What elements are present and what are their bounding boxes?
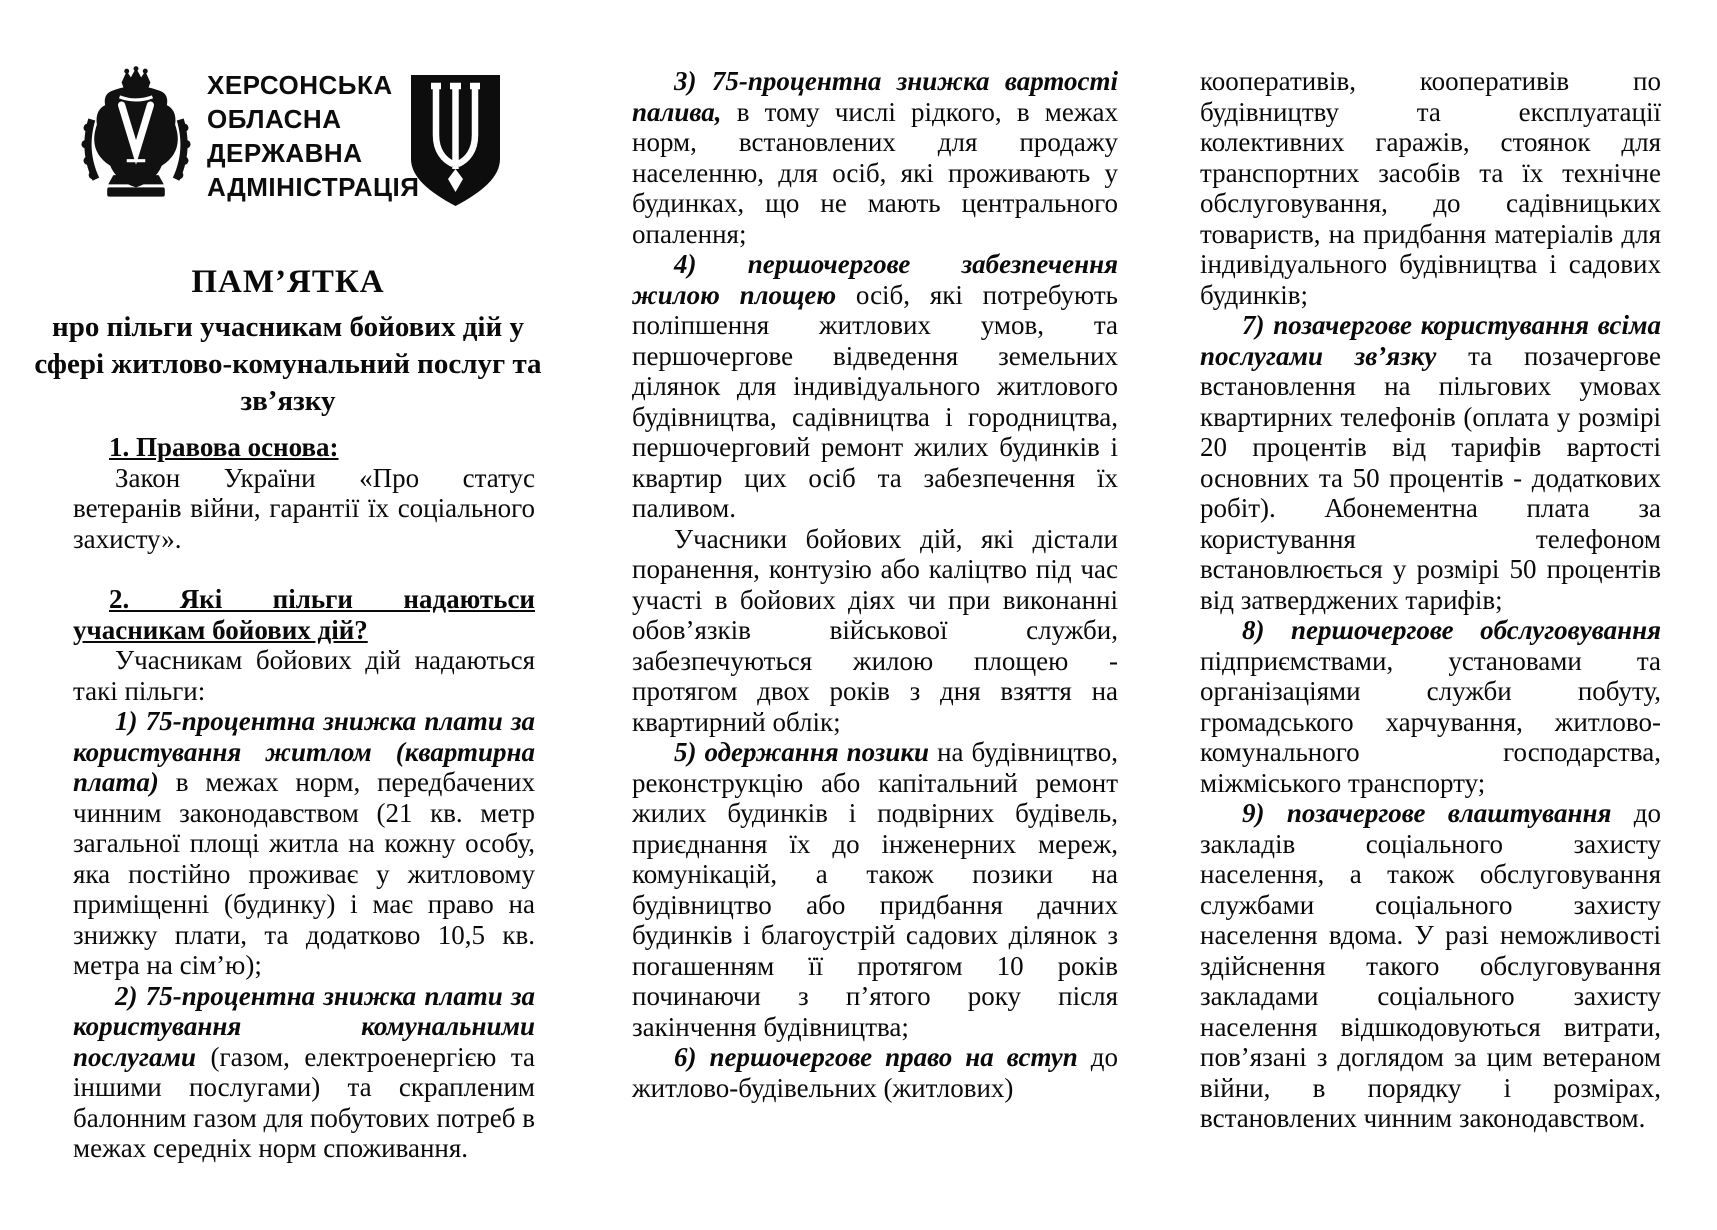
page-subtitle-line: зв’язку	[240, 385, 336, 417]
paragraph	[73, 463, 535, 555]
text-run: кооперативів, кооперативів по будівництву та експлуатації колективних гаражів, стоянок для транспортних засобів та їх технічне обслуговування, до садівницьких товариств, на придбання матеріалів для індивідуального будівництва і садових будинків;	[1200, 66, 1661, 310]
paragraph	[1200, 310, 1661, 615]
paragraph	[632, 737, 1118, 1042]
paragraph	[632, 66, 1118, 249]
paragraph	[1200, 66, 1661, 310]
text-run: 6) першочергове право на вступ	[674, 1042, 1078, 1072]
text-run: Учасникам бойових дій надаються такі пільги:	[73, 645, 535, 706]
text-column-2	[632, 66, 1118, 1103]
text-run: в тому числі рідкого, в межах норм, встановлених для продажу населенню, для осіб, які проживають у будинках, що не мають центрального опалення;	[632, 96, 1118, 249]
ukraine-trident-icon	[407, 72, 504, 210]
text-run: 2) 75-процентна знижка плати за користування комунальними послугами	[73, 980, 535, 1072]
text-run: 3) 75-процентна знижка вартості палива,	[632, 66, 1118, 127]
section-heading: 1. Правова основа:	[109, 432, 339, 462]
text-run: в межах норм, передбачених чинним законодавством (21 кв. метр загальної площі житла на кожну особу, яка постійно проживає у житловому приміщенні (будинку) і має право на знижку плати, та додатково 10,5 кв. метра на сім’ю);	[73, 767, 535, 980]
org-name-line: ХЕРСОНСЬКА	[207, 70, 393, 100]
paragraph	[73, 706, 535, 981]
paragraph	[73, 981, 535, 1164]
org-name-line: АДМІНІСТРАЦІЯ	[207, 172, 420, 202]
text-run: та позачергове встановлення на пільгових умовах квартирних телефонів (оплата у розмірі 20 процентів від тарифів вартості основних та 50 процентів - додаткових робіт). Абонементна плата за користування телефоном встановлюється у розмірі 50 процентів від затверджених тарифів;	[1200, 340, 1661, 615]
text-run: 7) позачергове користування всіма послугами зв’язку	[1200, 310, 1661, 371]
text-run: 5) одержання позики	[674, 737, 930, 767]
org-name-line: ДЕРЖАВНА	[207, 138, 363, 168]
paragraph	[73, 645, 535, 706]
text-run: на будівництво, реконструкцію або капітальний ремонт жилих будинків і подвірних будівель, приєднання їх до інженерних мереж, комунікацій, а також позики на будівництво або придбання дачних будинків і благоустрій садових ділянок з погашенням її протягом 10 років починаючи з п’ятого року після закінчення будівництва;	[632, 737, 1118, 1042]
text-run: Учасники бойових дій, які дістали поранення, контузію або каліцтво під час участі в бойових діях чи при виконанні обов’язків військової служби, забезпечуються жилою площею - протягом двох років з дня взяття на квартирний облік;	[632, 523, 1118, 737]
title-block	[30, 264, 546, 420]
paragraph	[632, 1042, 1118, 1103]
text-run: Закон України «Про статус ветеранів війни, гарантії їх соціального захисту».	[73, 462, 535, 554]
paragraph	[1200, 798, 1661, 1134]
text-run: до житлово-будівельних (житлових)	[632, 1042, 1118, 1103]
text-column-1	[73, 432, 535, 1164]
paragraph	[632, 524, 1118, 738]
paragraph	[1200, 615, 1661, 798]
paragraph	[632, 249, 1118, 524]
text-column-3	[1200, 66, 1661, 1134]
page-subtitle-line: нро пільги учасникам бойових дій у	[52, 311, 524, 343]
text-run: до закладів соціального захисту населення, а також обслуговування службами соціального захисту населення вдома. У разі неможливості здійснення такого обслуговування закладами соціального захисту населення відшкодовуються витрати, пов’язані з доглядом за цим ветераном війни, в порядку і розмірах, встановлених чинним законодавством.	[1200, 798, 1661, 1133]
text-run: (газом, електроенергією та іншими послугами) та скрапленим балонним газом для побутових потреб в межах середніх норм споживання.	[73, 1041, 535, 1163]
section-heading: 2. Які пільги надаютьси учасникам бойових дій?	[73, 584, 535, 645]
page-title: ПАМ’ЯТКА	[191, 264, 385, 300]
text-run: осіб, які потребують поліпшення житлових умов, та першочергове відведення земельних ділянок для індивідуального житлового будівництва, садівництва і городництва, першочерговий ремонт жилих будинків і квартир цих осіб та забезпечення їх паливом.	[632, 279, 1118, 523]
page-subtitle-line: сфері житлово-комунальний послуг та	[34, 348, 542, 380]
text-run: 1) 75-процентна знижка плати за користування житлом (квартирна плата)	[73, 706, 535, 797]
kherson-coat-of-arms-icon	[78, 66, 194, 208]
page-subtitle	[30, 309, 546, 420]
org-name-line: ОБЛАСНА	[207, 104, 342, 134]
text-run: 9) позачергове влаштування	[1242, 798, 1612, 828]
text-run: 8) першочергове обслуговування	[1242, 615, 1661, 645]
text-run: 4) першочергове забезпечення жилою площею	[632, 249, 1118, 310]
text-run: підприємствами, установами та організаціями служби побуту, громадського харчування, житлово-комунального господарства, міжміського транспорту;	[1200, 645, 1661, 798]
